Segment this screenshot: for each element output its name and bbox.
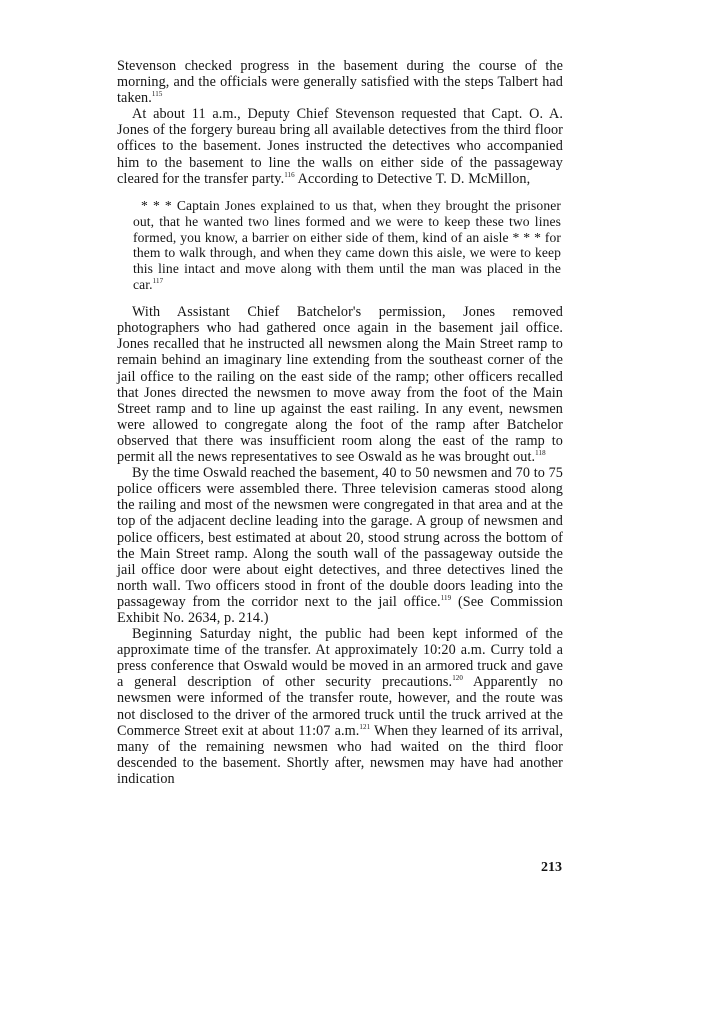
paragraph: With Assistant Chief Batchelor's permission, Jones removed photographers who had gathered once again in the basement jail office. Jones recalled that he instructed all newsmen along the Main Street ramp to remain behind an imaginary line extending from the southeast corner of the jail office to the railing on the east side of the ramp; other officers recalled that Jones directed the newsmen to move away from the foot of the Main Street ramp and to line up against the east railing. In any event, newsmen were allowed to congregate along the foot of the ramp after Batchelor observed that there was insufficient room along the east of the ramp to permit all the news representatives to see Oswald as he was brought out.$^{118}$ (117, 304, 563, 466)
footnote-ref: 116 (284, 170, 295, 179)
footnote-ref: 121 (359, 722, 371, 731)
footnote-ref: 120 (452, 674, 463, 683)
paragraph: Stevenson checked progress in the basement during the course of the morning, and the officials were generally satisfied with the steps Talbert had taken.$^{115}$ (117, 58, 563, 107)
paragraph: Beginning Saturday night, the public had been kept informed of the approximate time of the transfer. At approximately 10:20 a.m. Curry told a press conference that Oswald would be moved in an armored truck and gave a general description of other security precautions.$^{120}$ Apparently no newsmen were informed of the transfer route, however, and the route was not disclosed to the driver of the armored truck until the truck arrived at the Commerce Street exit at about 11:07 a.m.$^{121}$ When they learned of its arrival, many of the remaining newsmen who had waited on the third floor descended to the basement. Shortly after, newsmen may have had another indication (117, 626, 563, 787)
block-quote (133, 198, 561, 293)
footnote-ref: 119 (440, 593, 452, 602)
quote-text: * * * Captain Jones explained to us that, when they brought the prisoner out, that he wanted two lines formed and we were to keep these two lines formed, you know, a barrier on either side of them, kind of an aisle * * * for them to walk through, and when they came down this aisle, we were to keep this line intact and move along with them until the man was placed in the car.$^{117}$ (133, 197, 561, 293)
footnote-ref: 115 (151, 90, 163, 99)
document-page (117, 58, 563, 787)
paragraph: By the time Oswald reached the basement, 40 to 50 newsmen and 70 to 75 police officers were assembled there. Three television cameras stood along the railing and most of the newsmen were congregated in that area and at the top of the adjacent decline leading into the garage. A group of newsmen and police officers, best estimated at about 20, stood strung across the bottom of the Main Street ramp. Along the south wall of the passageway outside the jail office door were about eight detectives, and three detectives lined the north wall. Two officers stood in front of the double doors leading into the passageway from the corridor next to the jail office.$^{119}$ (See Commission Exhibit No. 2634, p. 214.) (117, 465, 563, 626)
footnote-ref: 118 (535, 449, 546, 458)
page-number: 213 (541, 860, 562, 875)
paragraph: At about 11 a.m., Deputy Chief Stevenson requested that Capt. O. A. Jones of the forgery bureau bring all available detectives from the third floor offices to the basement. Jones instructed the detectives who accompanied him to the basement to line the walls on either side of the passageway cleared for the transfer party.$^{116}$ According to Detective T. D. McMillon, (117, 106, 563, 187)
footnote-ref: 117 (152, 277, 164, 286)
